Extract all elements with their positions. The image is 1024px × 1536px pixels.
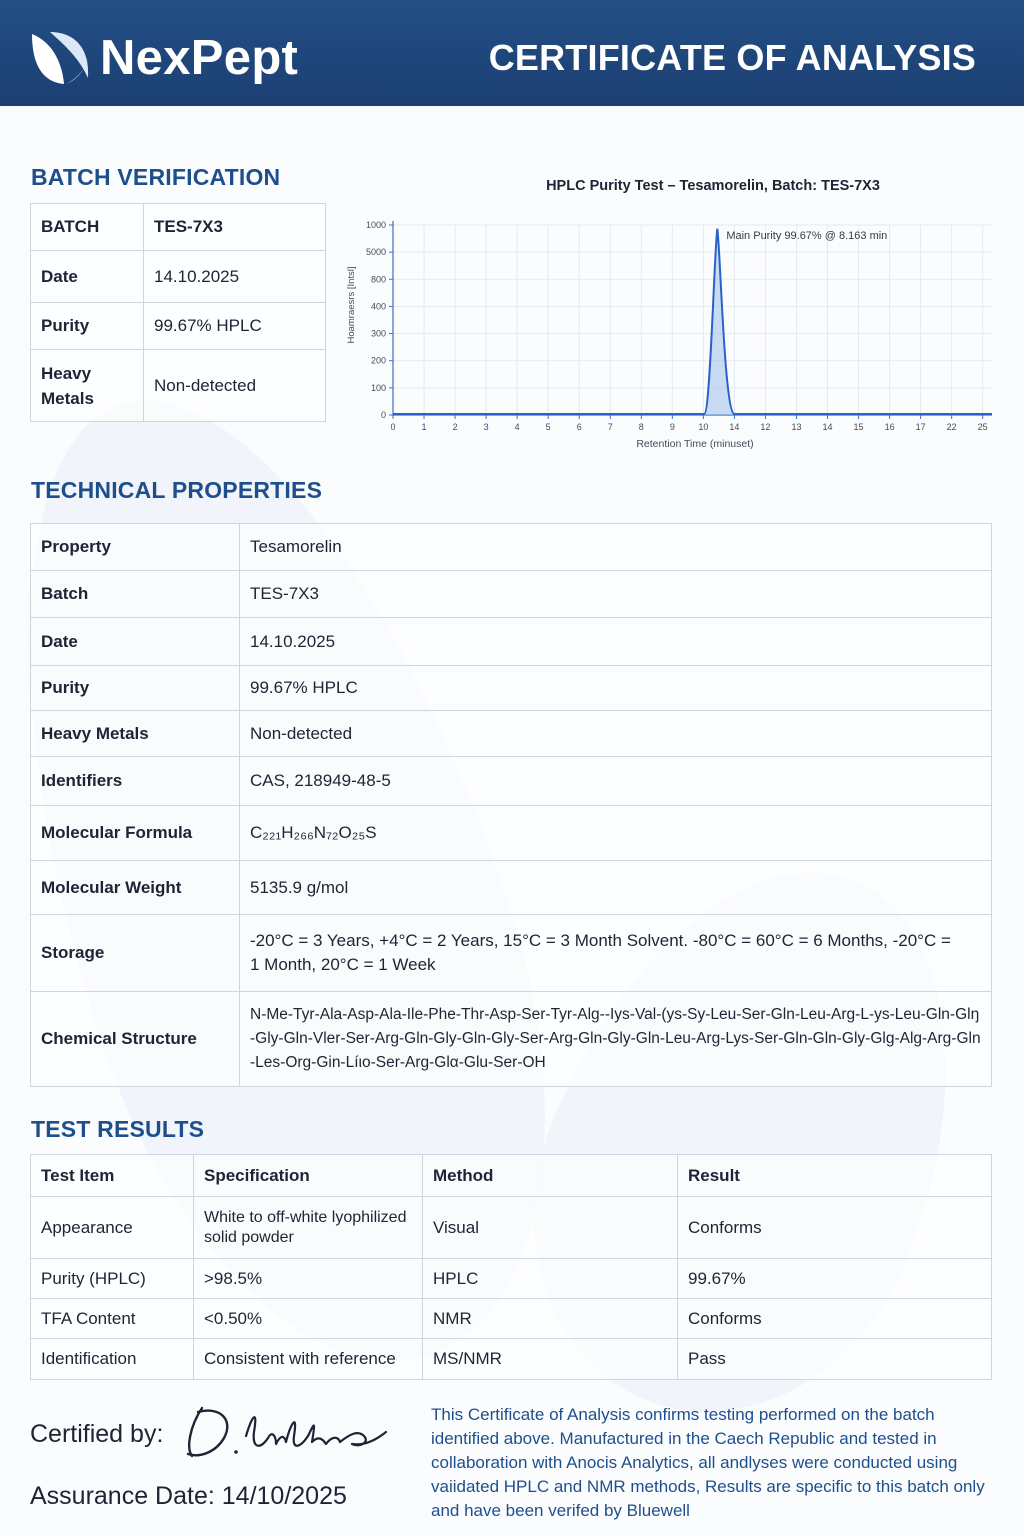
batch-label: Batch	[31, 571, 240, 618]
method-cell: NMR	[423, 1299, 678, 1339]
y-tick-label: 400	[370, 301, 386, 312]
y-tick-label: 100	[370, 382, 386, 393]
column-header-result: Result	[678, 1155, 992, 1197]
table-row	[31, 524, 992, 571]
x-tick-label: 2	[452, 422, 458, 432]
peak-annotation: Main Purity 99.67% @ 8.163 min	[726, 229, 888, 242]
x-tick-label: 16	[884, 422, 895, 432]
x-tick-label: 9	[669, 422, 675, 432]
specification-cell: <0.50%	[194, 1299, 423, 1339]
x-tick-label: 14	[729, 422, 740, 432]
y-tick-label: 200	[370, 355, 386, 366]
table-row	[31, 571, 992, 618]
x-tick-label: 4	[514, 422, 520, 432]
property-label: Property	[31, 524, 240, 571]
chromatogram-trace	[393, 229, 992, 414]
table-row	[31, 992, 992, 1087]
chemical-structure-value: N-Me-Tyr-Ala-Asp-Ala-Ile-Phe-Thr-Asp-Ser-Tyr-Alg--Iys-Val-(ys-Sy-Leu-Ser-Gln-Leu-Arg-L-ys-Leu-Gln-Glŋ-Gly-Gln-Vler-Ser-Arg-Gln-Gly-Gln-Gly-Ser-Arg-Gln-Gly-Gln-Leu-Arg-Lys-Ser-Gln-Gln-Gly-Glg-Alg-Arg-Gln-Les-Org-Gin-Líιo-Ser-Arg-Glα-Glu-Ser-OH	[240, 992, 992, 1087]
table-row	[31, 350, 326, 422]
x-tick-label: 22	[946, 422, 957, 432]
purity-label: Purity	[31, 666, 240, 711]
section-title-test-results: TEST RESULTS	[31, 1116, 205, 1142]
heavy-metals-label: Heavy Metals	[31, 711, 240, 757]
x-tick-label: 6	[576, 422, 582, 432]
y-tick-label: 800	[370, 274, 386, 285]
property-value: Tesamorelin	[240, 524, 992, 571]
specification-cell: White to off-white lyophilized solid powder	[194, 1197, 423, 1259]
batch-label: BATCH	[31, 204, 144, 251]
x-tick-label: 7	[607, 422, 613, 432]
column-header-test-item: Test Item	[31, 1155, 194, 1197]
table-row	[31, 303, 326, 350]
result-cell: Conforms	[678, 1299, 992, 1339]
storage-value: -20°C = 3 Years, +4°C = 2 Years, 15°C = 3 Month Solvent. -80°C = 60°C = 6 Months, -20°C = 1 Month, 20°C = 1 Week	[240, 915, 992, 992]
method-cell: MS/NMR	[423, 1339, 678, 1380]
hplc-chart-svg	[340, 170, 1012, 460]
x-tick-label: 13	[791, 422, 802, 432]
identifiers-value: CAS, 218949-48-5	[240, 757, 992, 806]
storage-label: Storage	[31, 915, 240, 992]
assurance-date: Assurance Date: 14/10/2025	[30, 1482, 347, 1510]
x-tick-label: 0	[390, 422, 396, 432]
table-row	[31, 915, 992, 992]
x-tick-label: 5	[545, 422, 551, 432]
purity-value: 99.67% HPLC	[144, 303, 326, 350]
table-row	[31, 757, 992, 806]
date-value: 14.10.2025	[144, 251, 326, 303]
technical-properties-table	[30, 523, 992, 1087]
column-header-specification: Specification	[194, 1155, 423, 1197]
table-row	[31, 666, 992, 711]
document-title: CERTIFICATE OF ANALYSIS	[488, 37, 976, 78]
brand-name: NexPept	[100, 31, 299, 85]
molecular-formula-label: Molecular Formula	[31, 806, 240, 861]
certified-by-label: Certified by:	[30, 1420, 164, 1448]
date-value: 14.10.2025	[240, 618, 992, 666]
molecular-weight-label: Molecular Weight	[31, 861, 240, 915]
identifiers-label: Identifiers	[31, 757, 240, 806]
chemical-structure-label: Chemical Structure	[31, 992, 240, 1087]
result-cell: Conforms	[678, 1197, 992, 1259]
table-row	[31, 1299, 992, 1339]
leaf-logo-icon	[28, 28, 92, 88]
table-row	[31, 1197, 992, 1259]
handwritten-signature	[180, 1396, 400, 1466]
x-tick-label: 10	[698, 422, 709, 432]
date-label: Date	[31, 618, 240, 666]
batch-verification-table	[30, 203, 326, 422]
hplc-chart	[340, 170, 1012, 460]
table-row	[31, 806, 992, 861]
chart-title: HPLC Purity Test – Tesamorelin, Batch: TES-7X3	[546, 178, 880, 194]
x-tick-label: 15	[853, 422, 864, 432]
y-tick-label: 300	[370, 328, 386, 339]
table-header-row	[31, 1155, 992, 1197]
test-item-cell: TFA Content	[31, 1299, 194, 1339]
table-row	[31, 861, 992, 915]
y-tick-label: 0	[380, 410, 386, 420]
column-header-method: Method	[423, 1155, 678, 1197]
x-axis-label: Retention Time (minuset)	[636, 438, 754, 450]
section-title-technical-properties: TECHNICAL PROPERTIES	[31, 477, 323, 503]
x-tick-label: 8	[638, 422, 644, 432]
result-cell: Pass	[678, 1339, 992, 1380]
table-row	[31, 1259, 992, 1299]
test-item-cell: Identification	[31, 1339, 194, 1380]
result-cell: 99.67%	[678, 1259, 992, 1299]
heavy-metals-value: Non-detected	[240, 711, 992, 757]
purity-label: Purity	[31, 303, 144, 350]
y-axis-label: Hoamraesrs [Intsl]	[346, 266, 357, 344]
heavy-metals-value: Non-detected	[144, 350, 326, 422]
x-tick-label: 1	[421, 422, 427, 432]
table-row	[31, 251, 326, 303]
purity-value: 99.67% HPLC	[240, 666, 992, 711]
date-label: Date	[31, 251, 144, 303]
molecular-weight-value: 5135.9 g/mol	[240, 861, 992, 915]
header-banner	[0, 0, 1024, 106]
y-tick-label: 5000	[365, 247, 386, 258]
table-row	[31, 711, 992, 757]
test-item-cell: Appearance	[31, 1197, 194, 1259]
x-tick-label: 25	[977, 422, 988, 432]
certificate-note: This Certificate of Analysis confirms testing performed on the batch identified above. Manufactured in the Caech Republic and tested in collaboration with Anocis Analytics, all andlyses were conducted using vaiidated HPLC and NMR methods, Results are specific to this batch only and have been verifed by Bluewell	[431, 1405, 985, 1520]
specification-cell: >98.5%	[194, 1259, 423, 1299]
table-row	[31, 1339, 992, 1380]
molecular-formula-value: C₂₂₁H₂₆₆N₇₂O₂₅S	[240, 806, 992, 861]
test-item-cell: Purity (HPLC)	[31, 1259, 194, 1299]
x-tick-label: 14	[822, 422, 833, 432]
specification-cell: Consistent with reference	[194, 1339, 423, 1380]
test-results-table	[30, 1154, 992, 1380]
table-row	[31, 204, 326, 251]
section-title-batch-verification: BATCH VERIFICATION	[31, 164, 281, 190]
table-row	[31, 618, 992, 666]
method-cell: Visual	[423, 1197, 678, 1259]
x-tick-label: 12	[760, 422, 771, 432]
x-tick-label: 3	[483, 422, 489, 432]
x-tick-label: 17	[915, 422, 926, 432]
method-cell: HPLC	[423, 1259, 678, 1299]
heavy-metals-label: Heavy Metals	[31, 350, 144, 422]
batch-value: TES-7X3	[144, 204, 326, 251]
y-tick-label: 1000	[365, 220, 386, 230]
batch-value: TES-7X3	[240, 571, 992, 618]
